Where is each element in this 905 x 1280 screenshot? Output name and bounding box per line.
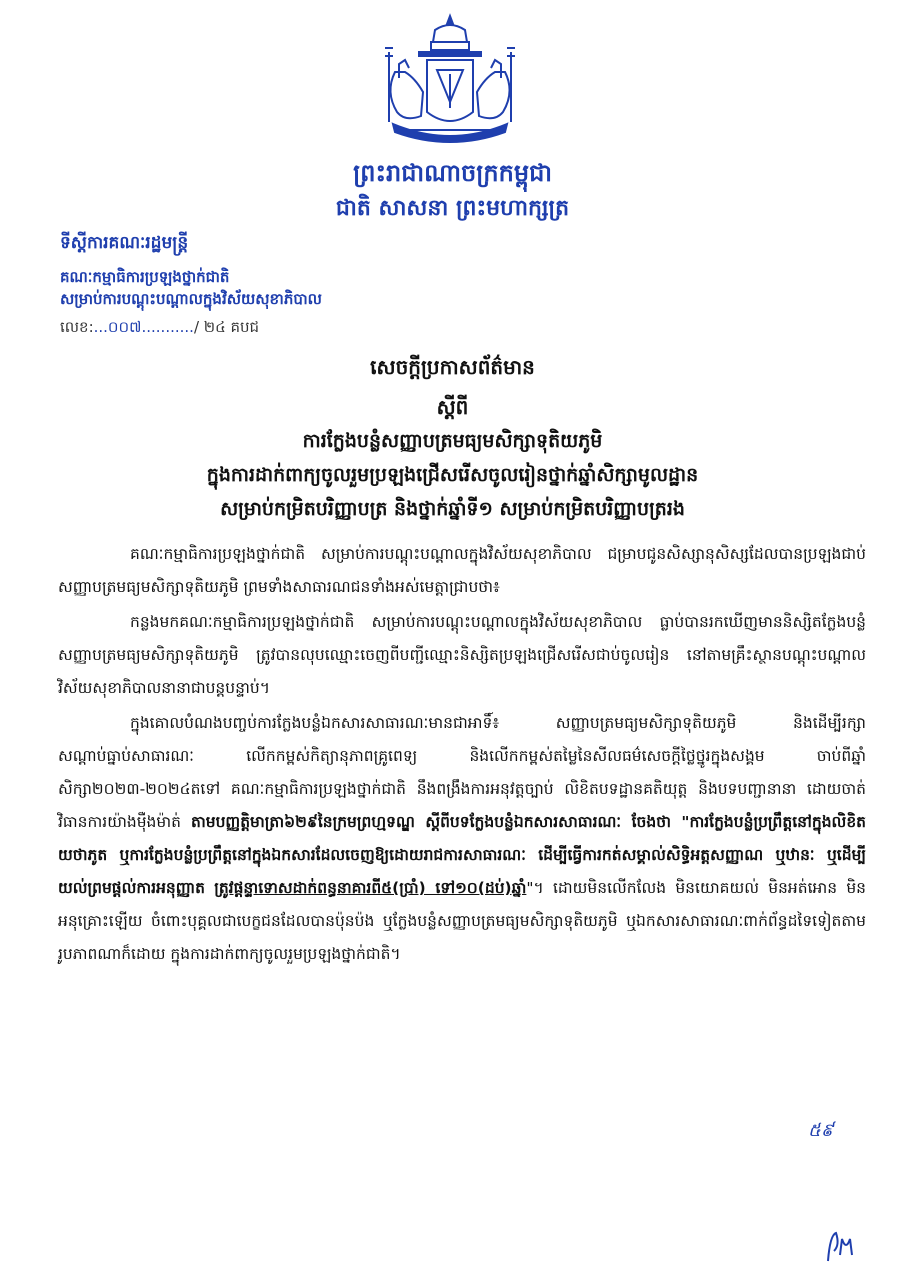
committee-name [60, 266, 322, 310]
reference-value: ...០០៧........... [93, 318, 194, 336]
reference-prefix: លេខ: [60, 318, 94, 336]
handwritten-signature-mark [820, 1225, 860, 1265]
kingdom-name: ព្រះរាជាណាចក្រកម្ពុជា [353, 159, 552, 187]
committee-line-1: គណៈកម្មាធិការប្រឡងថ្នាក់ជាតិ [60, 268, 230, 286]
reference-suffix: / ២៤ គបជ [193, 318, 260, 336]
penalty-text: ត្រូវផ្តន្ទាទោសដាក់ពន្ធនាគារពី៥(ប្រាំ) ទៅ១០(ដប់)ឆ្នាំ [214, 879, 527, 897]
penal-code-quote: តាមបញ្ញត្តិមាត្រា៦២៩នៃក្រមព្រហ្មទណ្ឌ ស្តីពីបទក្លែងបន្លំឯកសារសាធារណៈ ចែងថា "ការក្លែងបន្លំប្រព្រឹត្តនៅក្នុងលិខិតយថាភូត ឬការក្លែងបន្លំប្រព្រឹត្តនៅក្នុងឯកសារដែលចេញឱ្យដោយរាជការសាធារណៈ ដើម្បីធ្វើការកត់សម្គាល់សិទ្ធិអត្តសញ្ញាណ ឬឋានៈ ឬដើម្បីយល់ព្រមផ្តល់ការអនុញ្ញាត [58, 813, 866, 897]
paragraph-3-conclusion: "។ ដោយមិនលើកលែង មិនយោគយល់ មិនអត់អោន មិនអនុគ្រោះឡើយ ចំពោះបុគ្គលជាបេក្ខជនដែលបានប៉ុនប៉ង ឬក្លែងបន្លំសញ្ញាបត្រមធ្យមសិក្សាទុតិយភូមិ ឬឯកសារសាធារណៈពាក់ព័ន្ធដទៃទៀតតាមរូបភាពណាក៏ដោយ ក្នុងការដាក់ពាក្យចូលរួមប្រឡងថ្នាក់ជាតិ។ [58, 879, 866, 963]
announcement-body [58, 538, 866, 973]
paragraph-1: គណៈកម្មាធិការប្រឡងថ្នាក់ជាតិ សម្រាប់ការបណ្តុះបណ្តាលក្នុងវិស័យសុខាភិបាល ជម្រាបជូនសិស្សានុសិស្សដែលបានប្រឡងជាប់សញ្ញាបត្រមធ្យមសិក្សាទុតិយភូមិ ព្រមទាំងសាធារណជនទាំងអស់មេត្តាជ្រាបថា៖ [58, 545, 866, 596]
document-subject [20, 424, 885, 526]
subject-line-2: ក្នុងការដាក់ពាក្យចូលរួមប្រឡងជ្រើសរើសចូលរៀនថ្នាក់ឆ្នាំសិក្សាមូលដ្ឋាន [206, 464, 699, 486]
subject-line-1: ការក្លែងបន្លំសញ្ញាបត្រមធ្យមសិក្សាទុតិយភូមិ [302, 430, 603, 452]
document-title: សេចក្តីប្រកាសព័ត៌មាន [370, 355, 535, 379]
paragraph-3-intro: ក្នុងគោលបំណងបញ្ចប់ការក្លែងបន្លំឯកសារសាធារណៈមានជាអាទិ៍៖ សញ្ញាបត្រមធ្យមសិក្សាទុតិយភូមិ និងដើម្បីរក្សាសណ្តាប់ធ្នាប់សាធារណៈ លើកកម្ពស់កិត្យានុភាពគ្រូពេទ្យ និងលើកកម្ពស់តម្លៃនៃសីលធម៌សេចក្តីថ្លៃថ្នូរក្នុងសង្គម ចាប់ពីឆ្នាំសិក្សា២០២៣-២០២៤តទៅ គណៈកម្មាធិការប្រឡងថ្នាក់ជាតិ នឹងពង្រឹងការអនុវត្តច្បាប់ លិខិតបទដ្ឋានគតិយុត្ត និងបទបញ្ជានានា ដោយចាត់វិធានការយ៉ាងម៉ឺងម៉ាត់ [58, 714, 866, 831]
document-subtitle-about: ស្តីពី [436, 395, 469, 419]
subject-line-3: សម្រាប់កម្រិតបរិញ្ញាបត្រ និងថ្នាក់ឆ្នាំទី១ សម្រាប់កម្រិតបរិញ្ញាបត្ររង [220, 498, 685, 520]
national-motto: ជាតិ សាសនា ព្រះមហាក្សត្រ [335, 196, 570, 221]
committee-line-2: សម្រាប់ការបណ្តុះបណ្តាលក្នុងវិស័យសុខាភិបាល [60, 290, 322, 308]
handwritten-initials: ៥៩ [808, 1120, 834, 1141]
reference-number [60, 318, 259, 340]
ministry-name: ទីស្តីការគណៈរដ្ឋមន្ត្រី [60, 233, 189, 253]
paragraph-3 [58, 707, 866, 971]
paragraph-2: កន្លងមកគណៈកម្មាធិការប្រឡងថ្នាក់ជាតិ សម្រាប់ការបណ្តុះបណ្តាលក្នុងវិស័យសុខាភិបាល ធ្លាប់បានរកឃើញមាននិស្សិតក្លែងបន្លំសញ្ញាបត្រមធ្យមសិក្សាទុតិយភូមិ ត្រូវបានលុបឈ្មោះចេញពីបញ្ជីឈ្មោះនិស្សិតប្រឡងជ្រើសរើសជាប់ចូលរៀន នៅតាមគ្រឹះស្ថានបណ្តុះបណ្តាលវិស័យសុខាភិបាលនានាជាបន្តបន្ទាប់។ [58, 613, 866, 697]
royal-coat-of-arms-emblem [375, 12, 525, 152]
